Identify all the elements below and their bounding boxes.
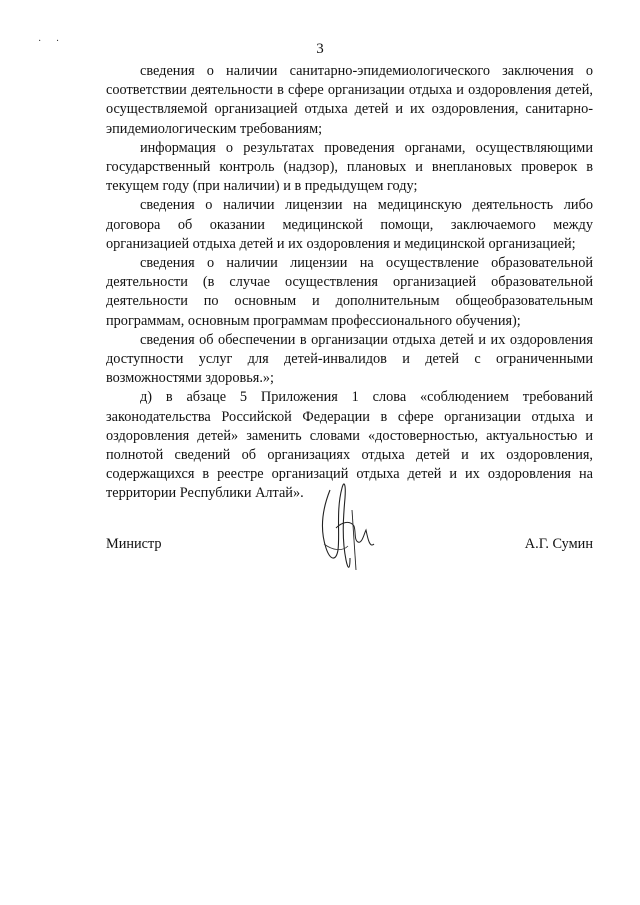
page-number: 3 xyxy=(316,41,324,57)
paragraph: сведения о наличии санитарно-эпидемиологического заключения о соответствии деятельности в сфере организации отдыха и оздоровления детей, осуществляемой организацией отдыха детей и их оздоровления, санитарно-эпидемиологическим требованиям; xyxy=(106,63,593,137)
paragraph: сведения о наличии лицензии на осуществление образовательной деятельности (в случае осуществления организацией образовательной деятельности по основным и дополнительным общеобразовательным программам, основным программам профессионального обучения); xyxy=(106,255,593,329)
paragraph: сведения о наличии лицензии на медицинскую деятельность либо договора об оказании медицинской помощи, заключаемого между организацией отдыха детей и их оздоровления и медицинской организацией; xyxy=(106,197,593,252)
document-body xyxy=(106,62,593,504)
corner-marks: · · xyxy=(38,36,66,47)
paragraph: д) в абзаце 5 Приложения 1 слова «соблюдением требований законодательства Российской Федерации в сфере организации отдыха и оздоровления детей» заменить словами «достоверностью, актуальностью и полнотой сведений об организациях отдыха детей и их оздоровления, содержащихся в реестре организаций отдыха детей и их оздоровления на территории Республики Алтай». xyxy=(106,389,593,502)
signer-title: Министр xyxy=(106,536,162,552)
paragraph: сведения об обеспечении в организации отдыха детей и их оздоровления доступности услуг для детей-инвалидов и детей с ограниченными возможностями здоровья.»; xyxy=(106,331,593,387)
signer-name: А.Г. Сумин xyxy=(524,536,593,552)
paragraph: информация о результатах проведения органами, осуществляющими государственный контроль (надзор), плановых и внеплановых проверок в текущем году (при наличии) и в предыдущем году; xyxy=(106,139,593,195)
signature-block xyxy=(106,536,593,576)
